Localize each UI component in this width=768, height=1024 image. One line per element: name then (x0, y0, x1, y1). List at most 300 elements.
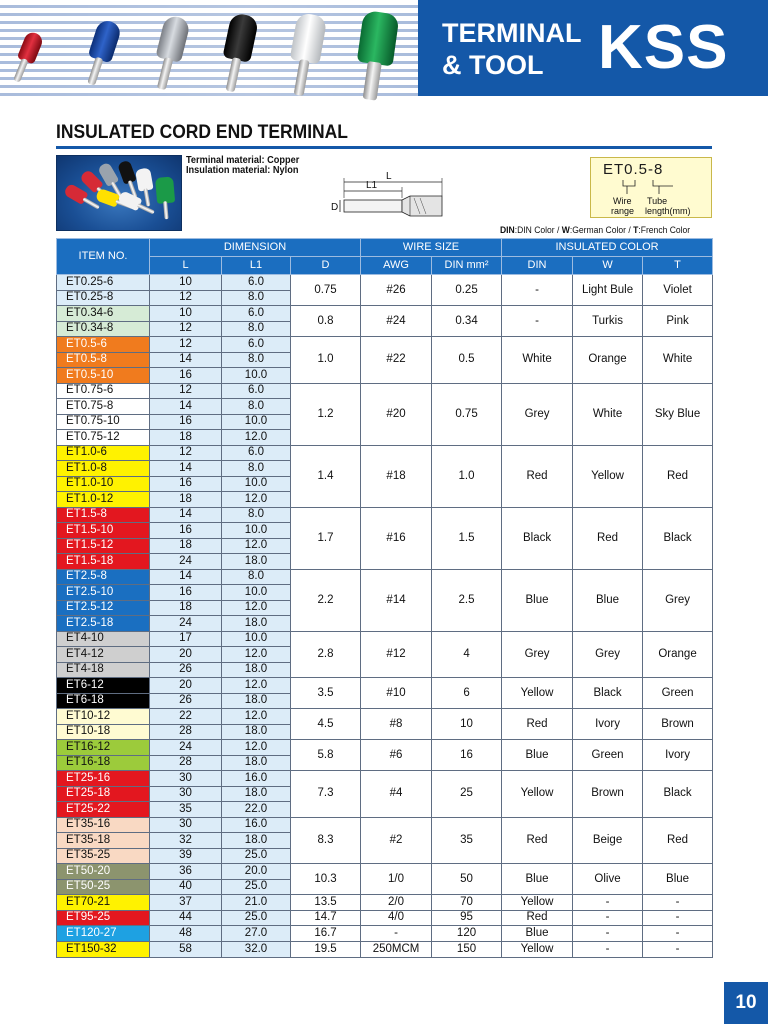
diameter-d: 1.2 (291, 383, 361, 445)
color-w: White (573, 383, 643, 445)
wire-awg: 2/0 (361, 895, 432, 911)
wire-awg: #4 (361, 771, 432, 818)
item-number: ET0.75-6 (57, 383, 150, 399)
diameter-d: 4.5 (291, 709, 361, 740)
table-row (57, 507, 713, 523)
table-row (57, 569, 713, 585)
length-l1: 6.0 (222, 383, 291, 399)
color-t: - (643, 926, 713, 942)
length-l1: 10.0 (222, 368, 291, 384)
table-row (57, 678, 713, 694)
wire-awg: 4/0 (361, 910, 432, 926)
diameter-d: 8.3 (291, 817, 361, 864)
legend-separator: / (628, 225, 631, 235)
length-l1: 8.0 (222, 507, 291, 523)
header-l1: L1 (222, 257, 291, 275)
item-number: ET150-32 (57, 941, 150, 957)
length-l: 16 (150, 414, 222, 430)
item-number: ET4-12 (57, 647, 150, 663)
length-l1: 6.0 (222, 306, 291, 322)
spec-table (56, 238, 713, 958)
length-l1: 8.0 (222, 352, 291, 368)
color-din: - (502, 275, 573, 306)
color-w: Brown (573, 771, 643, 818)
item-number: ET2.5-18 (57, 616, 150, 632)
item-number: ET35-16 (57, 817, 150, 833)
length-l1: 25.0 (222, 848, 291, 864)
wire-din-mm2: 0.25 (432, 275, 502, 306)
item-number: ET6-18 (57, 693, 150, 709)
color-w: Red (573, 507, 643, 569)
item-number: ET10-18 (57, 724, 150, 740)
item-number: ET0.25-6 (57, 275, 150, 291)
length-l1: 25.0 (222, 879, 291, 895)
length-l1: 22.0 (222, 802, 291, 818)
color-din: Red (502, 817, 573, 864)
length-l1: 12.0 (222, 647, 291, 663)
color-din: White (502, 337, 573, 384)
table-row (57, 631, 713, 647)
wire-awg: #8 (361, 709, 432, 740)
diameter-d: 2.2 (291, 569, 361, 631)
color-din: Yellow (502, 678, 573, 709)
length-l: 40 (150, 879, 222, 895)
item-number: ET25-16 (57, 771, 150, 787)
wire-awg: - (361, 926, 432, 942)
page-title: INSULATED CORD END TERMINAL (56, 122, 348, 143)
page-header (0, 0, 768, 96)
length-l1: 10.0 (222, 523, 291, 539)
length-l: 30 (150, 771, 222, 787)
wire-din-mm2: 0.5 (432, 337, 502, 384)
length-l1: 8.0 (222, 569, 291, 585)
item-number: ET50-20 (57, 864, 150, 880)
wire-awg: #2 (361, 817, 432, 864)
table-row (57, 709, 713, 725)
table-row (57, 910, 713, 926)
length-l: 20 (150, 678, 222, 694)
table-row (57, 306, 713, 322)
color-din: - (502, 306, 573, 337)
color-t: Green (643, 678, 713, 709)
length-l: 30 (150, 817, 222, 833)
color-t: Blue (643, 864, 713, 895)
length-l1: 18.0 (222, 755, 291, 771)
header-insulated-color: INSULATED COLOR (502, 239, 713, 257)
length-l1: 12.0 (222, 709, 291, 725)
length-label: length(mm) (645, 206, 691, 216)
legend-din-text: :DIN Color (514, 225, 555, 235)
color-w: Olive (573, 864, 643, 895)
color-din: Blue (502, 926, 573, 942)
length-l1: 6.0 (222, 275, 291, 291)
wire-din-mm2: 35 (432, 817, 502, 864)
wire-din-mm2: 6 (432, 678, 502, 709)
length-l1: 21.0 (222, 895, 291, 911)
table-row (57, 337, 713, 353)
length-l: 16 (150, 585, 222, 601)
color-w: Yellow (573, 445, 643, 507)
item-number: ET16-18 (57, 755, 150, 771)
length-l: 37 (150, 895, 222, 911)
length-l: 14 (150, 507, 222, 523)
item-number: ET2.5-10 (57, 585, 150, 601)
wire-din-mm2: 2.5 (432, 569, 502, 631)
header-awg: AWG (361, 257, 432, 275)
table-row (57, 941, 713, 957)
color-w: Green (573, 740, 643, 771)
item-number: ET1.5-12 (57, 538, 150, 554)
length-l: 28 (150, 755, 222, 771)
color-t: - (643, 895, 713, 911)
length-l1: 27.0 (222, 926, 291, 942)
length-l: 17 (150, 631, 222, 647)
color-t: Violet (643, 275, 713, 306)
item-number: ET4-18 (57, 662, 150, 678)
length-l: 30 (150, 786, 222, 802)
header-d: D (291, 257, 361, 275)
length-l: 18 (150, 430, 222, 446)
length-l1: 8.0 (222, 399, 291, 415)
tube-label: Tube (647, 196, 668, 206)
length-l1: 12.0 (222, 538, 291, 554)
length-l: 18 (150, 492, 222, 508)
header-title-line2: & TOOL (442, 50, 544, 80)
wire-din-mm2: 150 (432, 941, 502, 957)
color-din: Yellow (502, 895, 573, 911)
color-t: White (643, 337, 713, 384)
length-l: 18 (150, 538, 222, 554)
diameter-d: 1.4 (291, 445, 361, 507)
color-din: Blue (502, 569, 573, 631)
part-code-example (590, 157, 712, 218)
range-label: range (611, 206, 635, 216)
color-t: Black (643, 771, 713, 818)
legend-din-abbr: DIN (500, 225, 515, 235)
wire-din-mm2: 70 (432, 895, 502, 911)
item-number: ET0.34-8 (57, 321, 150, 337)
color-din: Red (502, 910, 573, 926)
wire-din-mm2: 0.75 (432, 383, 502, 445)
brand-logo: KSS (598, 13, 729, 82)
length-l1: 18.0 (222, 724, 291, 740)
table-row (57, 864, 713, 880)
item-number: ET10-12 (57, 709, 150, 725)
length-l: 16 (150, 476, 222, 492)
table-row (57, 895, 713, 911)
item-number: ET25-18 (57, 786, 150, 802)
wire-awg: #24 (361, 306, 432, 337)
header-dimension: DIMENSION (150, 239, 361, 257)
length-l: 44 (150, 910, 222, 926)
item-number: ET50-25 (57, 879, 150, 895)
table-row (57, 817, 713, 833)
diagram-label-l1: L1 (366, 180, 378, 191)
length-l: 36 (150, 864, 222, 880)
length-l: 20 (150, 647, 222, 663)
terminal-material: Terminal material: Copper (186, 155, 300, 166)
wire-din-mm2: 25 (432, 771, 502, 818)
wire-din-mm2: 120 (432, 926, 502, 942)
color-w: Orange (573, 337, 643, 384)
header-w: W (573, 257, 643, 275)
legend-w-abbr: W (561, 225, 570, 235)
color-din: Red (502, 709, 573, 740)
wire-label: Wire (613, 196, 632, 206)
length-l: 14 (150, 569, 222, 585)
length-l1: 10.0 (222, 476, 291, 492)
color-din: Grey (502, 631, 573, 678)
length-l1: 12.0 (222, 430, 291, 446)
item-number: ET35-25 (57, 848, 150, 864)
color-din: Grey (502, 383, 573, 445)
length-l: 32 (150, 833, 222, 849)
item-number: ET0.34-6 (57, 306, 150, 322)
color-t: Orange (643, 631, 713, 678)
color-w: Black (573, 678, 643, 709)
length-l1: 16.0 (222, 771, 291, 787)
wire-awg: #26 (361, 275, 432, 306)
diameter-d: 3.5 (291, 678, 361, 709)
header-title-line1: TERMINAL (442, 18, 582, 48)
color-din: Yellow (502, 771, 573, 818)
length-l1: 8.0 (222, 290, 291, 306)
item-number: ET1.0-12 (57, 492, 150, 508)
length-l1: 25.0 (222, 910, 291, 926)
length-l: 12 (150, 321, 222, 337)
length-l: 12 (150, 383, 222, 399)
color-legend (500, 225, 690, 235)
diameter-d: 7.3 (291, 771, 361, 818)
length-l1: 32.0 (222, 941, 291, 957)
diameter-d: 2.8 (291, 631, 361, 678)
diameter-d: 19.5 (291, 941, 361, 957)
length-l1: 12.0 (222, 740, 291, 756)
length-l: 48 (150, 926, 222, 942)
wire-din-mm2: 1.0 (432, 445, 502, 507)
length-l: 16 (150, 368, 222, 384)
diameter-d: 14.7 (291, 910, 361, 926)
color-t: - (643, 941, 713, 957)
diameter-d: 0.8 (291, 306, 361, 337)
wire-din-mm2: 95 (432, 910, 502, 926)
color-w: - (573, 895, 643, 911)
item-number: ET1.5-8 (57, 507, 150, 523)
length-l1: 12.0 (222, 600, 291, 616)
length-l: 18 (150, 600, 222, 616)
header-din: DIN (502, 257, 573, 275)
color-w: Beige (573, 817, 643, 864)
item-number: ET0.75-10 (57, 414, 150, 430)
color-t: - (643, 910, 713, 926)
page-number: 10 (724, 982, 768, 1024)
length-l1: 12.0 (222, 492, 291, 508)
length-l: 35 (150, 802, 222, 818)
color-w: Grey (573, 631, 643, 678)
wire-awg: 1/0 (361, 864, 432, 895)
wire-awg: #12 (361, 631, 432, 678)
header-din-mm2: DIN mm² (432, 257, 502, 275)
wire-awg: #22 (361, 337, 432, 384)
item-number: ET4-10 (57, 631, 150, 647)
length-l1: 10.0 (222, 585, 291, 601)
length-l: 12 (150, 445, 222, 461)
part-code: ET0.5-8 (603, 161, 664, 178)
length-l1: 10.0 (222, 414, 291, 430)
item-number: ET0.5-10 (57, 368, 150, 384)
color-t: Grey (643, 569, 713, 631)
item-number: ET1.5-10 (57, 523, 150, 539)
color-w: - (573, 926, 643, 942)
length-l1: 8.0 (222, 461, 291, 477)
table-row (57, 383, 713, 399)
color-t: Red (643, 817, 713, 864)
color-t: Pink (643, 306, 713, 337)
length-l: 39 (150, 848, 222, 864)
color-w: Light Bule (573, 275, 643, 306)
header-t: T (643, 257, 713, 275)
length-l: 28 (150, 724, 222, 740)
color-din: Blue (502, 864, 573, 895)
wire-din-mm2: 50 (432, 864, 502, 895)
wire-din-mm2: 1.5 (432, 507, 502, 569)
title-divider (56, 146, 712, 149)
length-l1: 18.0 (222, 693, 291, 709)
table-row (57, 740, 713, 756)
table-row (57, 771, 713, 787)
legend-w-text: :German Color (569, 225, 626, 235)
item-number: ET120-27 (57, 926, 150, 942)
legend-t-text: :French Color (638, 225, 691, 235)
color-t: Brown (643, 709, 713, 740)
length-l: 22 (150, 709, 222, 725)
header-l: L (150, 257, 222, 275)
item-number: ET70-21 (57, 895, 150, 911)
length-l: 12 (150, 290, 222, 306)
wire-awg: 250MCM (361, 941, 432, 957)
wire-awg: #6 (361, 740, 432, 771)
length-l: 58 (150, 941, 222, 957)
wire-din-mm2: 0.34 (432, 306, 502, 337)
legend-t-abbr: T (633, 225, 639, 235)
item-number: ET16-12 (57, 740, 150, 756)
diameter-d: 13.5 (291, 895, 361, 911)
color-t: Black (643, 507, 713, 569)
diameter-d: 1.7 (291, 507, 361, 569)
wire-awg: #10 (361, 678, 432, 709)
length-l: 10 (150, 306, 222, 322)
wire-din-mm2: 16 (432, 740, 502, 771)
item-number: ET35-18 (57, 833, 150, 849)
length-l1: 18.0 (222, 616, 291, 632)
wire-awg: #20 (361, 383, 432, 445)
wire-din-mm2: 10 (432, 709, 502, 740)
length-l1: 16.0 (222, 817, 291, 833)
length-l: 16 (150, 523, 222, 539)
wire-awg: #18 (361, 445, 432, 507)
product-photo (56, 155, 182, 231)
item-number: ET0.25-8 (57, 290, 150, 306)
table-row (57, 275, 713, 291)
color-w: Blue (573, 569, 643, 631)
wire-awg: #14 (361, 569, 432, 631)
length-l1: 18.0 (222, 554, 291, 570)
length-l1: 6.0 (222, 445, 291, 461)
diagram-label-d: D (331, 202, 339, 213)
diameter-d: 16.7 (291, 926, 361, 942)
item-number: ET1.0-6 (57, 445, 150, 461)
length-l: 24 (150, 616, 222, 632)
length-l1: 20.0 (222, 864, 291, 880)
length-l: 12 (150, 337, 222, 353)
color-din: Red (502, 445, 573, 507)
item-number: ET0.5-8 (57, 352, 150, 368)
table-row (57, 445, 713, 461)
length-l: 26 (150, 662, 222, 678)
diagram-label-l: L (386, 171, 392, 182)
insulation-material: Insulation material: Nylon (186, 165, 299, 176)
length-l: 24 (150, 740, 222, 756)
diameter-d: 1.0 (291, 337, 361, 384)
diameter-d: 0.75 (291, 275, 361, 306)
color-din: Yellow (502, 941, 573, 957)
color-w: - (573, 910, 643, 926)
color-w: - (573, 941, 643, 957)
length-l1: 6.0 (222, 337, 291, 353)
length-l1: 8.0 (222, 321, 291, 337)
item-number: ET0.75-12 (57, 430, 150, 446)
length-l1: 18.0 (222, 786, 291, 802)
length-l: 14 (150, 399, 222, 415)
item-number: ET6-12 (57, 678, 150, 694)
item-number: ET2.5-12 (57, 600, 150, 616)
wire-awg: #16 (361, 507, 432, 569)
length-l1: 12.0 (222, 678, 291, 694)
item-number: ET1.5-18 (57, 554, 150, 570)
item-number: ET0.5-6 (57, 337, 150, 353)
color-t: Sky Blue (643, 383, 713, 445)
header-wire-size: WIRE SIZE (361, 239, 502, 257)
item-number: ET95-25 (57, 910, 150, 926)
legend-separator: / (557, 225, 560, 235)
length-l: 26 (150, 693, 222, 709)
item-number: ET0.75-8 (57, 399, 150, 415)
length-l: 10 (150, 275, 222, 291)
header-item-no: ITEM NO. (57, 239, 150, 275)
item-number: ET1.0-10 (57, 476, 150, 492)
diameter-d: 5.8 (291, 740, 361, 771)
table-row (57, 926, 713, 942)
spec-table-body (57, 275, 713, 958)
length-l1: 18.0 (222, 662, 291, 678)
color-t: Red (643, 445, 713, 507)
item-number: ET2.5-8 (57, 569, 150, 585)
color-din: Blue (502, 740, 573, 771)
item-number: ET1.0-8 (57, 461, 150, 477)
color-w: Turkis (573, 306, 643, 337)
length-l1: 10.0 (222, 631, 291, 647)
color-din: Black (502, 507, 573, 569)
item-number: ET25-22 (57, 802, 150, 818)
length-l1: 18.0 (222, 833, 291, 849)
color-w: Ivory (573, 709, 643, 740)
header-stripes (0, 0, 418, 96)
diameter-d: 10.3 (291, 864, 361, 895)
length-l: 24 (150, 554, 222, 570)
dimension-diagram (326, 168, 446, 222)
length-l: 14 (150, 352, 222, 368)
length-l: 14 (150, 461, 222, 477)
